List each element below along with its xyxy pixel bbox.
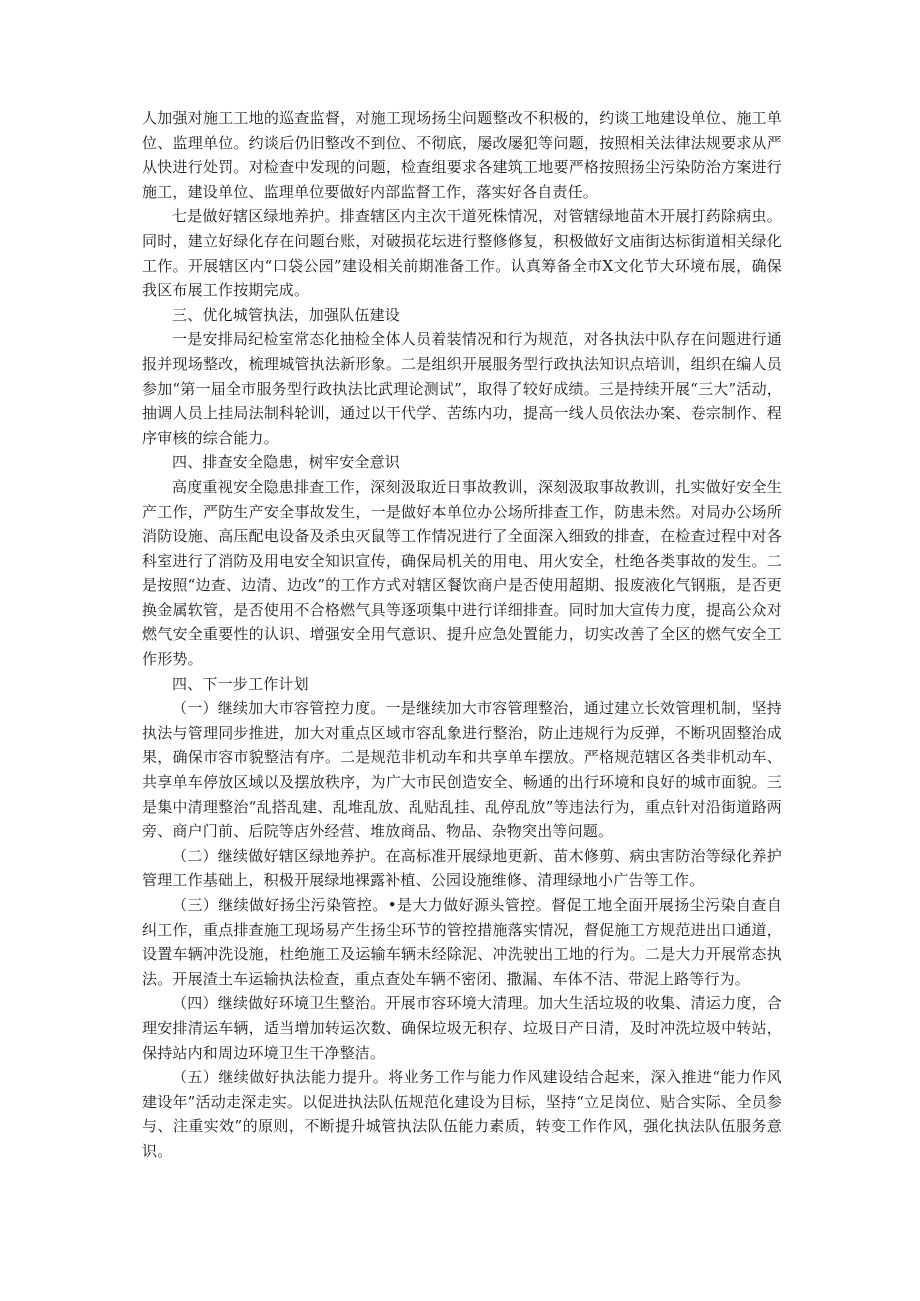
paragraph-plan-5: （五）继续做好执法能力提升。将业务工作与能力作风建设结合起来，深入推进“能力作风建设年”活动走深走实。以促进执法队伍规范化建设为目标，坚持“立足岗位、贴合实际、全员参与、注重实效”的原则，不断提升城管执法队伍能力素质，转变工作作风，强化执法队伍服务意识。 xyxy=(142,1068,782,1160)
paragraph-plan-4: （四）继续做好环境卫生整治。开展市容环境大清理。加大生活垃圾的收集、清运力度，合理安排清运车辆，适当增加转运次数、确保垃圾无积存、垃圾日产日清，及时冲洗垃圾中转站，保持站内和周边环境卫生干净整洁。 xyxy=(142,994,782,1062)
paragraph-plan-1: （一）继续加大市容管控力度。一是继续加大市容管理整治，通过建立长效管理机制，坚持执法与管理同步推进，加大对重点区域市容乱象进行整治，防止违规行为反弹，不断巩固整治成果，确保市容市貌整洁有序。二是规范非机动车和共享单车摆放。严格规范辖区各类非机动车、共享单车停放区域以及摆放秩序，为广大市民创造安全、畅通的出行环境和良好的城市面貌。三是集中清理整治“乱搭乱建、乱堆乱放、乱贴乱挂、乱停乱放”等违法行为，重点针对沿街道路两旁、商户门前、后院等店外经营、堆放商品、物品、杂物突出等问题。 xyxy=(142,699,782,841)
section-heading-safety: 四、排查安全隐患，树牢安全意识 xyxy=(172,453,401,472)
paragraph-enforcement: 一是安排局纪检室常态化抽检全体人员着装情况和行为规范，对各执法中队存在问题进行通报并现场整改，梳理城管执法新形象。二是组织开展服务型行政执法知识点培训，组织在编人员参加“第一届全市服务型行政执法比武理论测试”，取得了较好成绩。三是持续开展“三大”活动，抽调人员上挂局法制科轮训，通过以干代学、苦练内功，提高一线人员依法办案、卷宗制作、程序审核的综合能力。 xyxy=(142,330,782,447)
paragraph-safety: 高度重视安全隐患排查工作，深刻汲取近日事故教训，深刻汲取事故教训，扎实做好安全生产工作，严防生产安全事故发生，一是做好本单位办公场所排查工作，防患未然。对局办公场所消防设施、高压配电设备及杀虫灭鼠等工作情况进行了全面深入细致的排查，在检查过程中对各科室进行了消防及用电安全知识宣传，确保局机关的用电、用火安全，杜绝各类事故的发生。二是按照“边查、边清、边改”的工作方式对辖区餐饮商户是否使用超期、报废液化气钢瓶，是否更换金属软管，是否使用不合格燃气具等逐项集中进行详细排查。同时加大宣传力度，提高公众对燃气安全重要性的认识、增强安全用气意识、提升应急处置能力，切实改善了全区的燃气安全工作形势。 xyxy=(142,477,782,669)
paragraph-plan-3: （三）继续做好扬尘污染管控。•是大力做好源头管控。督促工地全面开展扬尘污染自查自纠工作，重点排查施工现场易产生扬尘环节的管控措施落实情况，督促施工方规范进出口通道，设置车辆冲洗设施，杜绝施工及运输车辆未经除泥、冲洗驶出工地的行为。二是大力开展常态执法。开展渣土车运输执法检查，重点查处车辆不密闭、撒漏、车体不洁、带泥上路等行为。 xyxy=(142,896,782,988)
paragraph-green-maintenance: 七是做好辖区绿地养护。排查辖区内主次干道死株情况，对管辖绿地苗木开展打药除病虫。同时，建立好绿化存在问题台账，对破损花坛进行整修修复，积极做好文庙街达标街道相关绿化工作。开展辖区内“口袋公园”建设相关前期准备工作。认真筹备全市X文化节大环境布展，确保我区布展工作按期完成。 xyxy=(142,207,782,300)
paragraph-plan-2: （二）继续做好辖区绿地养护。在高标准开展绿地更新、苗木修剪、病虫害防治等绿化养护管理工作基础上，积极开展绿地裸露补植、公园设施维修、清理绿地小广告等工作。 xyxy=(142,846,782,890)
document-page xyxy=(142,106,782,1164)
section-heading-next-plan: 四、下一步工作计划 xyxy=(172,674,309,693)
section-heading-enforcement: 三、优化城管执法，加强队伍建设 xyxy=(172,305,401,324)
paragraph-continued: 人加强对施工工地的巡查监督，对施工现场扬尘问题整改不积极的，约谈工地建设单位、施工单位、监理单位。约谈后仍旧整改不到位、不彻底，屡改屡犯等问题，按照相关法律法规要求从严从快进行处罚。对检查中发现的问题，检查组要求各建筑工地要严格按照扬尘污染防治方案进行施工，建设单位、监理单位要做好内部监督工作，落实好各自责任。 xyxy=(142,109,782,201)
